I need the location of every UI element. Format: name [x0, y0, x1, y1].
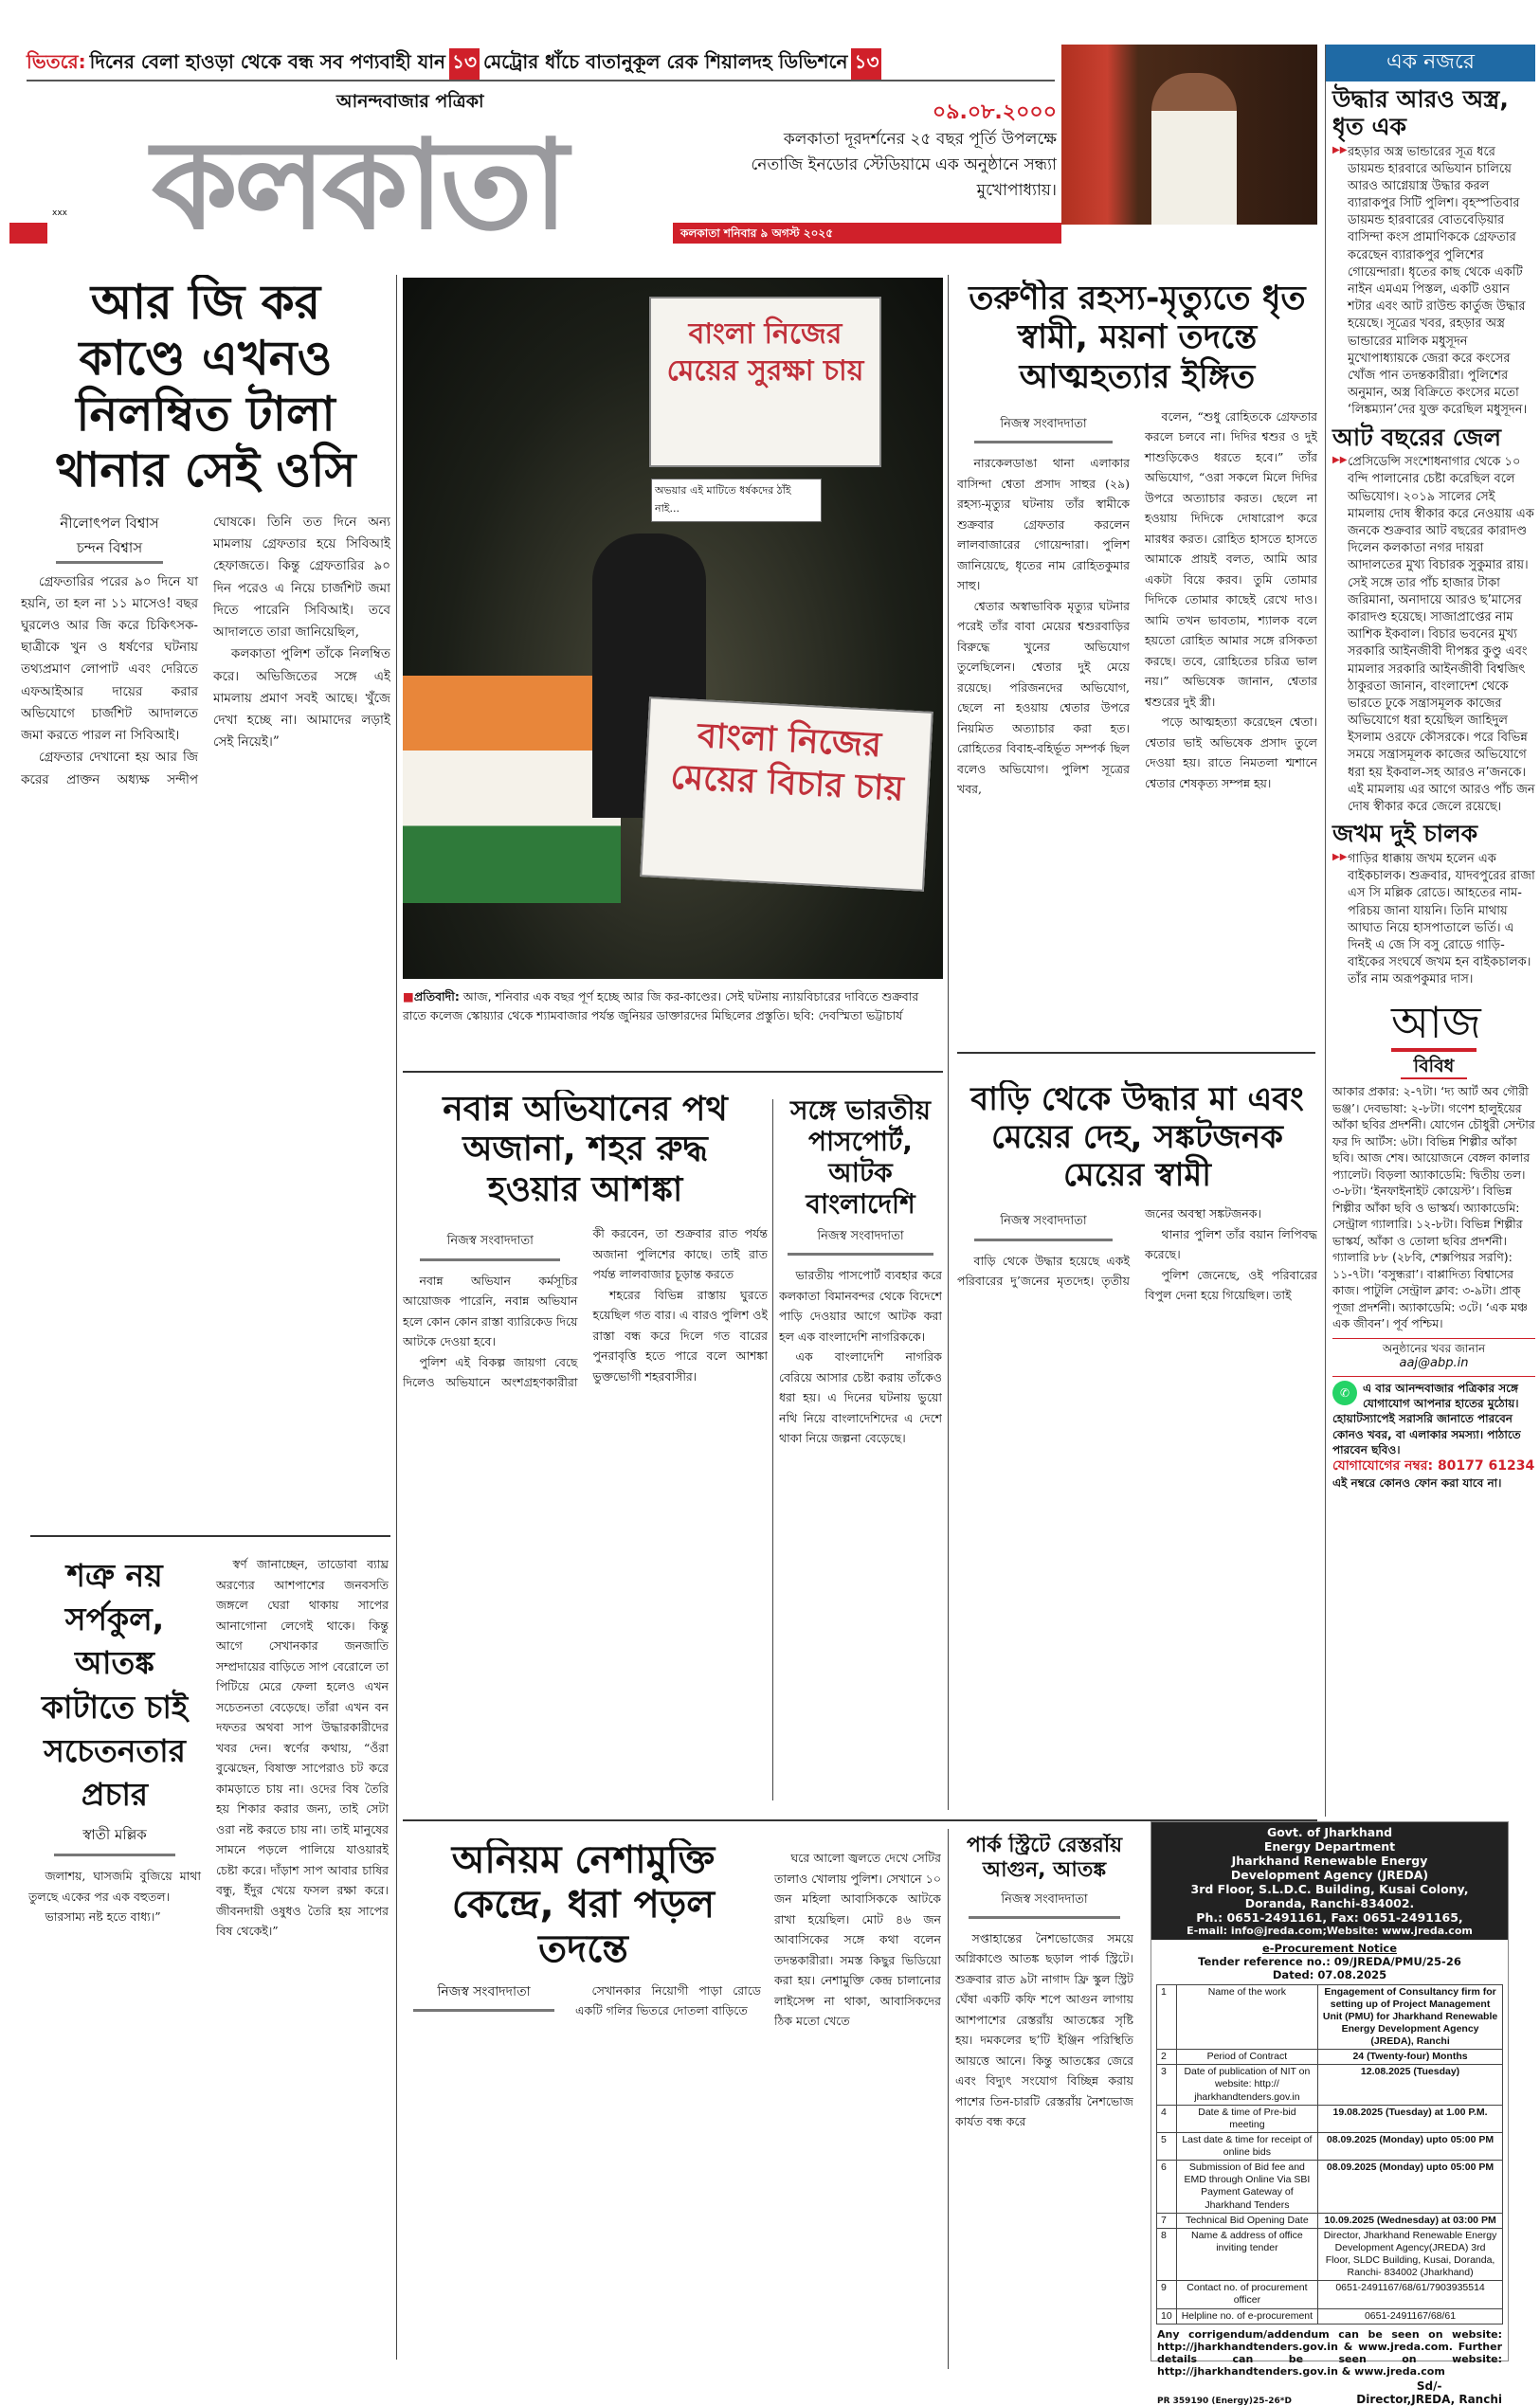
- column-divider: [948, 275, 949, 1810]
- caption-label: প্রতিবাদী:: [413, 989, 460, 1004]
- tender-cell: 1: [1157, 1984, 1177, 2050]
- tricolour-flag: [403, 676, 621, 903]
- article-body: [957, 407, 1317, 1042]
- byline: নিজস্ব সংবাদদাতা: [413, 1981, 554, 2012]
- brief-body: রহড়ার অস্ত্র ভান্ডারের সূত্র ধরে ডায়মন্ড হারবারে অভিযান চালিয়ে আরও আগ্নেয়াস্ত্র উদ্ধার করল ব্যারাকপুর সিটি পুলিশ। বৃহস্পতিবার ডায়মন্ড হারবারের বোতবেড়িয়ার বাসিন্দা কংস প্রামাণিককে গ্রেফতার করেছেন ব্যারাকপুর পুলিশের গোয়েন্দারা। ধৃতের কাছ থেকে একটি নাইন এমএম পিস্তল, একটি ওয়ান শটার এবং আট রাউন্ড কার্তুজ উদ্ধার হয়েছে। সূত্রের খবর, রহড়ার অস্ত্র ভান্ডারের মালিক মধুসূদন মুখোপাধ্যায়কে জেরা করে কংসের খোঁজ পান তদন্তকারীরা। পুলিশের অনুমান, অস্ত্র বিক্রিতে কংসের মতো ‘লিঙ্কম্যান’দের যুক্ত করেছিল মধুসূদন।: [1348, 144, 1528, 418]
- paragraph: ঘরে আলো জ্বলতে দেখে সেটির তালাও খোলায় পুলিশ। সেখানে ১০ জন মহিলা আবাসিককে আটকে রাখা হয়েছিল। মোট ৪৬ জন আবাসিকের সঙ্গে কথা বলেন তদন্তকারীরা। সমস্ত কিছুর ভিডিয়ো করা হয়। নেশামুক্তি কেন্দ্র চালানোর লাইসেন্স না থাকা, আবাসিকদের ঠিক মতো খেতে: [774, 1851, 941, 2028]
- paragraph: নারকেলডাঙা থানা এলাকার বাসিন্দা শ্বেতা প্রসাদ সাহুর (২৯) রহস্য-মৃত্যুর ঘটনায় তাঁর স্বামীকে শুক্রবার গ্রেফতার করলেন লালবাজারের গোয়েন্দারা। পুলিশ জানিয়েছে, ধৃতের নাম রোহিতকুমার সাহু।: [957, 456, 1130, 593]
- teaser-item[interactable]: দিনের বেলা হাওড়া থেকে বন্ধ সব পণ্যবাহী যান: [89, 49, 445, 73]
- ad-ref: Tender reference no.: 09/JREDA/PMU/25-26: [1198, 1954, 1461, 1968]
- brief-text: [1332, 851, 1535, 989]
- column-divider: [772, 1099, 773, 1800]
- placard-text: বাংলা নিজের মেয়ের বিচার চায়: [669, 716, 905, 809]
- contact-label: অনুষ্ঠানের খবর জানান: [1382, 1341, 1486, 1355]
- ad-line: Jharkhand Renewable Energy: [1231, 1854, 1428, 1868]
- column-divider: [396, 275, 397, 2360]
- headline[interactable]: অনিয়ম নেশামুক্তি কেন্দ্রে, ধরা পড়ল তদন্তে: [451, 1838, 716, 1972]
- tender-row: [1157, 2065, 1503, 2105]
- tender-row: [1157, 1984, 1503, 2050]
- byline: নিজস্ব সংবাদদাতা: [974, 1211, 1113, 1240]
- dateline: কলকাতা শনিবার ৯ অগস্ট ২০২৫: [680, 226, 833, 240]
- brief-body: গাড়ির ধাক্কায় জখম হলেন এক বাইকচালক। শুক্রবার, যাদবপুরের রাজা এস সি মল্লিক রোডে। আহতের নাম-পরিচয় জানা যায়নি। তিনি মাথায় আঘাত নিয়ে হাসপাতালে ভর্তি। এ দিনই এ জে সি বসু রোডে গাড়ি-বাইকের সংঘর্ষে জখম হন বাইকচালক। তাঁর নাম অরূপকুমার দাস।: [1348, 851, 1535, 987]
- aaj-title: আজ: [1391, 998, 1477, 1052]
- tender-cell: 0651-2491167/68/61: [1318, 2308, 1503, 2324]
- paragraph: গ্রেফতারির পরের ৯০ দিনে যা হয়নি, তা হল না ১১ মাসেও! বছর ঘুরলেও আর জি করে চিকিৎসক-ছাত্রীকে খুন ও ধর্ষণের ঘটনায় তথ্যপ্রমাণ লোপাট এবং দেরিতে এফআইআর দায়ের করার অভিযোগে চার্জশিট আদালতে জমা করতে পারল না সিবিআই।: [21, 573, 198, 744]
- tender-cell: Contact no. of procurement officer: [1176, 2281, 1317, 2308]
- brief-headline: উদ্ধার আরও অস্ত্র, ধৃত এক: [1332, 85, 1509, 140]
- paragraph: বলেন, “শুধু রোহিতকে গ্রেফতার করলে চলবে না। দিদির শ্বশুর ও দুই শাশুড়িকেও ধরতে হবে।” তাঁর অভিযোগ, “ওরা সকলে মিলে দিদির উপরে অত্যাচার করত। ছেলে না হওয়ায় দিদিকে দোষারোপ করে মারধর করত। রোহিত হাসতে হাসতে আমাকে প্রায়ই বলত, আমি আর একটা বিয়ে করব। তুমি তোমার দিদিকে তোমার কাছেই রেখে দাও। আমি তখন ভাবতাম, শ্যালক বলে হয়তো রোহিত আমার সঙ্গে রসিকতা করছে। তবে, রোহিতের চরিত্র ভাল নয়।” অভিষেক জানান, শ্বেতার শ্বশুরের দুই স্ত্রী।: [1145, 408, 1317, 709]
- tender-cell: 19.08.2025 (Tuesday) at 1.00 P.M.: [1318, 2105, 1503, 2132]
- nesha-lower: [406, 1981, 761, 2369]
- ad-sd: Sd/-: [1416, 2379, 1442, 2394]
- tender-cell: 08.09.2025 (Monday) upto 05:00 PM: [1318, 2161, 1503, 2214]
- byline: নিজস্ব সংবাদদাতা: [969, 1890, 1120, 1919]
- masthead: [9, 91, 1061, 265]
- tender-cell: 6: [1157, 2161, 1177, 2214]
- brief-headline: আট বছরের জেল: [1332, 423, 1501, 451]
- ad-pr: PR 359190 (Energy)25-26*D: [1157, 2397, 1292, 2406]
- aaj-contact: [1332, 1338, 1535, 1372]
- arrow-icon: ▶▶: [1332, 455, 1348, 466]
- byline: নিজস্ব সংবাদদাতা: [420, 1231, 560, 1260]
- page-badge: ১৩: [851, 48, 881, 80]
- arrow-icon: ▶▶: [1332, 851, 1348, 862]
- article-passport: [779, 1094, 942, 1810]
- protest-photo: [403, 278, 943, 979]
- article-park-street: [955, 1834, 1133, 2369]
- paragraph: জলাশয়, ঘাসজমি বুজিয়ে মাথা তুলছে একের পর এক বহুতল।: [28, 1869, 201, 1904]
- ad-header: [1151, 1822, 1508, 1940]
- divider: [403, 1071, 943, 1073]
- byline: নিজস্ব সংবাদদাতা: [974, 414, 1113, 443]
- publisher-name: আনন্দবাজার পত্রিকা: [336, 91, 484, 112]
- tender-cell: Engagement of Consultancy firm for setting up of Project Management Unit (PMU) for Jharkhand Renewable Energy Development Agency (JREDA), Ranchi: [1318, 1984, 1503, 2050]
- tender-cell: Technical Bid Opening Date: [1176, 2213, 1317, 2228]
- headline[interactable]: তরুণীর রহস্য-মৃত্যুতে ধৃত স্বামী, ময়না তদন্তে আত্মহত্যার ইঙ্গিত: [969, 280, 1306, 396]
- headline[interactable]: সঙ্গে ভারতীয় পাসপোর্ট, আটক বাংলাদেশি: [790, 1094, 931, 1221]
- tender-cell: 3: [1157, 2065, 1177, 2105]
- at-a-glance-sidebar: [1325, 45, 1535, 1817]
- article-body: [957, 1203, 1317, 1810]
- brief-text: [1332, 454, 1535, 816]
- headline[interactable]: শত্রু নয় সর্পকুল, আতঙ্ক কাটাতে চাই সচেতনতার প্রচার: [41, 1557, 189, 1813]
- article-body: [575, 1981, 761, 2369]
- headline[interactable]: নবান্ন অভিযানের পথ অজানা, শহর রুদ্ধ হওয়ার আশঙ্কা: [443, 1090, 728, 1209]
- article-body: [774, 1848, 941, 2369]
- aaj-section: বিবিধ: [1401, 1056, 1467, 1079]
- person-figure: [1151, 73, 1237, 225]
- paragraph: শহরের বিভিন্ন রাস্তায় ঘুরতে হয়েছিল গত বার। এ বারও পুলিশ ওই রাস্তা বন্ধ করে দিলে গত বারের পুনরাবৃত্তি হতে পারে বলে আশঙ্কা ভুক্তভোগী শহরবাসীর।: [592, 1287, 768, 1384]
- tender-row: [1157, 2281, 1503, 2308]
- ad-dated: Dated: 07.08.2025: [1272, 1967, 1387, 1981]
- flashback-photo: [1061, 45, 1317, 225]
- inside-teaser: [27, 47, 1055, 81]
- byline-1: নীলোৎপল বিশ্বাস: [60, 515, 159, 532]
- paragraph: ভারতীয় পাসপোর্ট ব্যবহার করে কলকাতা বিমানবন্দর থেকে বিদেশে পাড়ি দেওয়ার আগে আটক করা হল এক বাংলাদেশি নাগরিককে।: [779, 1268, 942, 1344]
- paragraph: সপ্তাহান্তের নৈশভোজের সময়ে অগ্নিকাণ্ডে আতঙ্ক ছড়াল পার্ক স্ট্রিটে। শুক্রবার রাত ৯টা নাগাদ ফ্রি স্কুল স্ট্রিট ঘেঁষা একটি কফি শপে আগুন লাগায় আশপাশের রেস্তরাঁয় আতঙ্কের সৃষ্টি হয়। দমকলের ছ’টি ইঞ্জিন পরিস্থিতি আয়ত্তে আনে। কিন্তু আতঙ্কের জেরে এবং বিদ্যুৎ সংযোগ বিচ্ছিন্ন করায় পাশের তিন-চারটি রেস্তরাঁয় নৈশভোজ কার্যত বন্ধ করে: [955, 1930, 1133, 2129]
- tender-cell: Director, Jharkhand Renewable Energy Development Agency(JREDA) 3rd Floor, SLDC Building, Kusai, Doranda, Ranchi- 834002 (Jharkhand): [1318, 2228, 1503, 2281]
- sidebar-header: এক নজরে: [1326, 45, 1535, 81]
- masthead-title: কলকাতা: [152, 113, 565, 257]
- paragraph: শ্বেতার অস্বাভাবিক মৃত্যুর ঘটনার পরেই তাঁর বাবা মেয়ের শ্বশুরবাড়ির বিরুদ্ধে খুনের অভিযোগ তুলেছিলেন। শ্বেতার দুই মেয়ে রয়েছে। পরিজনদের অভিযোগ, ছেলে না হওয়ায় শ্বেতার উপরে নিয়মিত অত্যাচার করা হত। রোহিতের বিবাহ-বহির্ভূত সম্পর্ক ছিল বলেও অভিযোগ। পুলিশ সূত্রের খবর,: [957, 598, 1130, 797]
- placard-sub: অভয়ার এই মাটিতে ধর্ষকদের ঠাঁই নাই...: [651, 479, 822, 522]
- tender-cell: 08.09.2025 (Monday) upto 05:00 PM: [1318, 2132, 1503, 2160]
- tender-row: [1157, 2308, 1503, 2324]
- ad-line: Energy Department: [1263, 1839, 1396, 1854]
- brief-text: [1332, 144, 1535, 420]
- whatsapp-note: এই নম্বরে কোনও ফোন করা যাবে না।: [1332, 1475, 1502, 1490]
- headline[interactable]: বাড়ি থেকে উদ্ধার মা এবং মেয়ের দেহ, সঙ্কটজনক মেয়ের স্বামী: [970, 1080, 1304, 1195]
- nesha-left: [406, 1838, 761, 2369]
- masthead-code: xxx: [52, 208, 67, 218]
- contact-email[interactable]: aaj@abp.in: [1399, 1356, 1469, 1371]
- tender-cell: 0651-2491167/68/61/7903935514: [1318, 2281, 1503, 2308]
- tender-cell: 7: [1157, 2213, 1177, 2228]
- tender-row: [1157, 2161, 1503, 2214]
- tender-cell: Name & address of office inviting tender: [1176, 2228, 1317, 2281]
- brief-headline: জখম দুই চালক: [1332, 820, 1478, 848]
- article-tarunir: [957, 280, 1317, 1042]
- tender-cell: 10: [1157, 2308, 1177, 2324]
- tender-row: [1157, 2132, 1503, 2160]
- paragraph: নবান্ন অভিযান কর্মসূচির আয়োজক পারেনি, নবান্ন অভিযান হলে কোন কোন রাস্তা ব্যারিকেড দিয়ে আটকে দেওয়া হবে।: [403, 1273, 578, 1349]
- tender-cell: 9: [1157, 2281, 1177, 2308]
- paragraph: পুলিশ এই বিকল্প জায়গা বেছে দিলেও অভিযানে অংশগ্রহণকারীরা কী করবেন, তা শুক্রবার রাত পর্যন্ত অজানা পুলিশের কাছে। তাই রাত পর্যন্ত লালবাজার চূড়ান্ত করতে: [403, 1226, 768, 1390]
- tender-cell: 5: [1157, 2132, 1177, 2160]
- ad-line: Govt. of Jharkhand: [1266, 1825, 1393, 1839]
- article-body: [955, 1928, 1133, 2369]
- column-divider: [948, 1829, 949, 2369]
- article-body: [21, 512, 390, 1521]
- tender-cell: Submission of Bid fee and EMD through Online Via SBI Payment Gateway of Jharkhand Tenders: [1176, 2161, 1317, 2214]
- paragraph: এক বাংলাদেশি নাগরিক বেরিয়ে আসার চেষ্টা করায় তাঁকেও ধরা হয়। এ দিনের ঘটনায় ভুয়ো নথি নিয়ে বাংলাদেশিদের এ দেশে থাকা নিয়ে জল্পনা বেড়েছে।: [779, 1349, 942, 1446]
- byline: নিজস্ব সংবাদদাতা: [788, 1227, 934, 1256]
- article-nesha: [406, 1838, 941, 2369]
- tender-cell: Period of Contract: [1176, 2050, 1317, 2065]
- teaser-item[interactable]: মেট্রোর ধাঁচে বাতানুকূল রেক শিয়ালদহ ডিভিশনে: [482, 49, 848, 73]
- byline: স্বাতী মল্লিক: [54, 1824, 174, 1856]
- ad-line: 3rd Floor, S.L.D.C. Building, Kusai Colony,: [1190, 1882, 1469, 1896]
- ad-footer: Any corrigendum/addendum can be seen on website: http://jharkhandtenders.gov.in & www.jreda.com. Further details can be seen on website: http://jharkhandtenders.gov.in & www.jreda.com: [1157, 2327, 1502, 2379]
- aaj-listings: আকার প্রকার: ২-৭টা। ‘দ্য আর্ট অব গৌরী ভঞ্জ’। দেবভাষা: ২-৮টা। গণেশ হালুইয়ের আঁকা ছবির প্রদর্শনী। যোগেন চৌধুরী সেন্টার ফর দি আর্টস: ৬টা। বিভিন্ন শিল্পীর আঁকা ছবি। আজ শেষ। আয়োজনে বেঙ্গল কালার প্যালেট। বিড়লা অ্যাকাডেমি: দ্বিতীয় তল। ৩-৮টা। ‘ইনফাইনাইট কোয়েস্ট’। বিভিন্ন শিল্পীর আঁকা ছবি ও ভাস্কর্য। অ্যাকাডেমি: সেন্ট্রাল গ্যালারি। ১২-৮টা। বিভিন্ন শিল্পীর ভাস্কর্য, আঁকা ও তোলা ছবির প্রদর্শনী। গ্যালারি ৮৮ (২৮বি, শেক্সপিয়র সরণি): ১১-৭টা। ‘বসুন্ধরা’। বাপ্পাদিত্য বিশ্বাসের কাজ। পাটুলি সেন্ট্রাল ক্লাব: ৩-৯টা। প্রাক্ পূজা প্রদর্শনী। অ্যাকাডেমি: ৩টে। ‘এক মঞ্চ এক জীবন’। পূর্ব পশ্চিম।: [1332, 1084, 1535, 1331]
- arrow-icon: ▶▶: [1332, 144, 1348, 155]
- tender-cell: Helpline no. of e-procurement: [1176, 2308, 1317, 2324]
- page-badge: ১৩: [449, 48, 480, 80]
- tender-cell: 24 (Twenty-four) Months: [1318, 2050, 1503, 2065]
- paragraph: সেখানকার নিয়োগী পাড়া রোডে একটি গলির ভিতরে দোতলা বাড়িতে: [575, 1982, 761, 2018]
- tender-cell: 2: [1157, 2050, 1177, 2065]
- paragraph: ভারসাম্য নষ্ট হতে বাধ্য।”: [45, 1909, 161, 1925]
- tender-cell: 8: [1157, 2228, 1177, 2281]
- teaser-label: ভিতরে:: [27, 49, 86, 73]
- placard-top: [649, 297, 881, 467]
- tender-cell: Date & time of Pre-bid meeting: [1176, 2105, 1317, 2132]
- brief-body: প্রেসিডেন্সি সংশোধনাগার থেকে ১০ বন্দি পালানোর চেষ্টা করেছিল বলে অভিযোগ। ২০১৯ সালের সেই মামলায় দোষ স্বীকার করে নেওয়ায় এক জনকে শুক্রবার আট বছরের কারাদণ্ড দিলেন কলকাতা নগর দায়রা আদালতের মুখ্য বিচারক সুকুমার রায়। সেই সঙ্গে তার পাঁচ হাজার টাকা জরিমানা, অনাদায়ে আরও ছ’মাসের কারাদণ্ড হয়েছে। সাজাপ্রাপ্তের নাম আশিক ইকবাল। বিচার ভবনের মুখ্য সরকারি আইনজীবী দীপঙ্কর কুণ্ডু এবং মামলার সরকারি আইনজীবী বিশ্বজিৎ ঠাকুরতা জানান, বাংলাদেশ থেকে ভারতে ঢুকে সন্ত্রাসমূলক কাজের অভিযোগে ধরা হয়েছিল জাহিদুল ইসলাম ওরফে কৌসরকে। পরে বিভিন্ন সময়ে সন্ত্রাসমূলক কাজের অভিযোগে ধরা হয় ইকবাল-সহ আরও ন’জনকে। এই মামলায় এর আগে আরও পাঁচ জন দোষ স্বীকার করে জেলে রয়েছে।: [1348, 455, 1535, 814]
- ad-line: Ph.: 0651-2491161, Fax: 0651-2491165,: [1196, 1910, 1463, 1925]
- divider: [957, 1052, 1315, 1054]
- ad-notice: e-Procurement Notice: [1261, 1942, 1398, 1956]
- paragraph: বাড়ি থেকে উদ্ধার হয়েছে একই পরিবারের দু’জনের মৃতদেহ। তৃতীয় জনের অবস্থা সঙ্কটজনক।: [957, 1206, 1261, 1289]
- paragraph: থানার পুলিশ তাঁর বয়ান লিপিবদ্ধ করেছে।: [1145, 1226, 1317, 1262]
- paragraph: স্বর্ণ জানাচ্ছেন, তাডোবা ব্যাঘ্র অরণ্যের আশপাশের জনবসতি জঙ্গলে ঘেরা থাকায় সাপের আনাগোনা লেগেই থাকে। কিন্তু আগে সেখানকার জনজাতি সম্প্রদায়ের বাড়িতে সাপ বেরোলে তা পিটিয়ে মেরে ফেলা হলেও এখন সচেতনতা বেড়েছে। তাঁরা এখন বন দফতর অথবা সাপ উদ্ধারকারীদের খবর দেন। স্বর্ণের কথায়, “ওঁরা বুঝেছেন, বিষাক্ত সাপেরাও চট করে কামড়াতে চায় না। ওদের বিষ তৈরি হয় শিকার করার জন্য, তাই সেটা ওরা নষ্ট করতে চায় না। তাই মানুষের সামনে পড়লে পালিয়ে যাওয়ারই চেষ্টা করে। দাঁড়াশ সাপ আবার চাষির বন্ধু, ইঁদুর খেয়ে ফসল রক্ষা করে। জীবনদায়ী ওষুধও তৈরি হয় সাপের বিষ থেকেই।”: [216, 1557, 389, 1938]
- article-sarpa: [28, 1554, 389, 2369]
- tender-advertisement: [1150, 1821, 1509, 2406]
- tender-row: [1157, 2213, 1503, 2228]
- tender-row: [1157, 2105, 1503, 2132]
- article-body: [779, 1265, 942, 1810]
- tender-cell: Last date & time for receipt of online bids: [1176, 2132, 1317, 2160]
- paragraph: কলকাতা পুলিশ তাঁকে নিলম্বিত করে। অভিজিতের সঙ্গে এই মামলায় প্রমাণ সবই আছে। খুঁজে দেখা হচ্ছে না। আমাদের লড়াই সেই নিয়েই।”: [213, 646, 390, 751]
- placard-text: বাংলা নিজের মেয়ের সুরক্ষা চায়: [666, 317, 864, 388]
- flashback-date: ০৯.০৮.২০০০: [932, 100, 1057, 124]
- tender-cell: 10.09.2025 (Wednesday) at 03:00 PM: [1318, 2213, 1503, 2228]
- article-rgkar: [21, 275, 390, 1521]
- placard-bottom: [640, 696, 933, 891]
- red-bar: [9, 223, 47, 244]
- caption-text: আজ, শনিবার এক বছর পূর্ণ হচ্ছে আর জি কর-কাণ্ডের। সেই ঘটনায় ন্যায়বিচারের দাবিতে শুক্রবার রাতে কলেজ স্কোয়্যার থেকে শ্যামবাজার পর্যন্ত জুনিয়র ডাক্তারদের মিছিলের প্রস্তুতি। ছবি: দেবস্মিতা ভট্টাচার্য: [403, 989, 919, 1022]
- ad-line: Doranda, Ranchi-834002.: [1244, 1896, 1415, 1910]
- tender-cell: 4: [1157, 2105, 1177, 2132]
- whatsapp-box: [1332, 1376, 1535, 1491]
- photo-caption: [403, 987, 943, 1025]
- paragraph: গ্রেফতার দেখানো হয় আর জি করের প্রাক্তন অধ্যক্ষ সন্দীপ ঘোষকে। তিনি তত দিনে অন্য মামলায় গ্রেফতার হয়ে সিবিআই হেফাজতে। কিন্তু গ্রেফতারির ৯০ দিন পরেও এ নিয়ে চার্জশিট জমা দিতে পারেনি সিবিআই। তবে আদালতে তারা জানিয়েছিল,: [21, 515, 390, 787]
- tender-cell: Date of publication of NIT on website: http:// jharkhandtenders.gov.in: [1176, 2065, 1317, 2105]
- tender-row: [1157, 2228, 1503, 2281]
- headline[interactable]: আর জি কর কাণ্ডে এখনও নিলম্বিত টালা থানার সেই ওসি: [55, 275, 356, 497]
- tender-cell: Name of the work: [1176, 1984, 1317, 2050]
- flashback-text: কলকাতা দূরদর্শনের ২৫ বছর পূর্তি উপলক্ষে নেতাজি ইনডোর স্টেডিয়ামে এক অনুষ্ঠানে সন্ধ্যা মুখোপাধ্যায়।: [751, 130, 1057, 201]
- ad-signatory: Director,JREDA, Ranchi: [1356, 2393, 1502, 2406]
- divider: [30, 1535, 390, 1537]
- tender-row: [1157, 2050, 1503, 2065]
- paragraph: পড়ে আত্মহত্যা করেছেন শ্বেতা। শ্বেতার ভাই অভিষেক প্রসাদ তুলে দেওয়া হয়। রাতে নিমতলা শ্মশানে শ্বেতার শেষকৃত্য সম্পন্ন হয়।: [1145, 715, 1317, 790]
- tender-cell: 12.08.2025 (Tuesday): [1318, 2065, 1503, 2105]
- article-bari: [957, 1080, 1317, 1810]
- whatsapp-number[interactable]: যোগাযোগের নম্বর: 80177 61234: [1332, 1458, 1535, 1474]
- headline[interactable]: পার্ক স্ট্রিটে রেস্তরাঁয় আগুন, আতঙ্ক: [966, 1834, 1123, 1882]
- whatsapp-icon: ✆: [1332, 1381, 1357, 1405]
- article-body: [403, 1223, 768, 1810]
- byline-2: চন্দন বিশ্বাস: [56, 536, 162, 564]
- paragraph: পুলিশ জেনেছে, ওই পরিবারের বিপুল দেনা হয়ে গিয়েছিল। তাই: [1145, 1267, 1317, 1303]
- tender-table: [1156, 1984, 1503, 2325]
- caption-marker: ■: [403, 989, 414, 1004]
- whatsapp-text: এ বার আনন্দবাজার পত্রিকার সঙ্গে যোগাযোগ আপনার হাতের মুঠোয়। হোয়াটস্যাপেই সরাসরি জানাতে পারবেন কোনও খবর, বা এলাকার সমস্যা। পাঠাতে পারবেন ছবিও।: [1332, 1382, 1521, 1456]
- ad-line: E-mail: info@jreda.com;Website: www.jreda.com: [1187, 1925, 1473, 1937]
- ad-line: Development Agency (JREDA): [1230, 1868, 1429, 1882]
- article-nabanna: [403, 1090, 768, 1810]
